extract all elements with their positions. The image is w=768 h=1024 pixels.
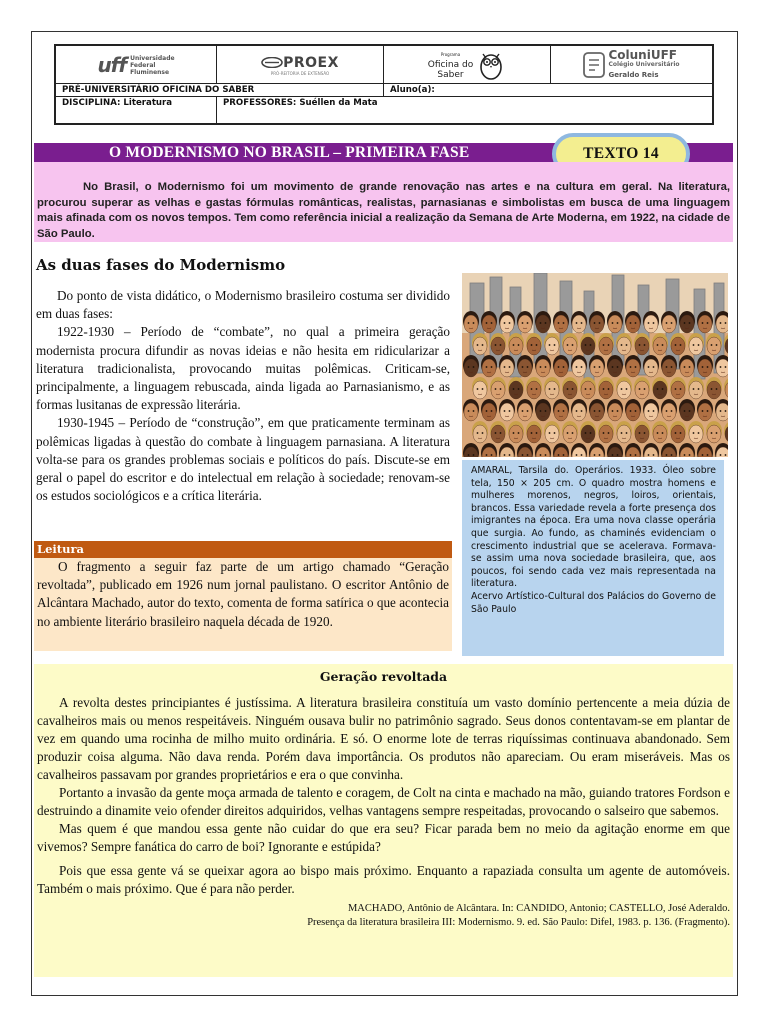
article-title: Geração revoltada [319, 669, 448, 684]
leitura-text: O fragmento a seguir faz parte de um artigo chamado “Geração revoltada”, publicado em 1926 num jornal paulistano. O escritor Antônio de Alcântara Machado, autor do texto, comenta de forma satírica o que acontecia no ambiente literário brasileiro naquela década de 1920. [37, 559, 449, 629]
uff-name [130, 55, 174, 76]
body-text [36, 287, 450, 505]
oficina-wordmark [428, 50, 474, 80]
oficina-line1: Oficina do [427, 60, 474, 70]
info-row-2 [56, 97, 712, 123]
uff-name-line3: Fluminense [130, 68, 170, 76]
coluni-main: ColuniUFF [608, 48, 677, 62]
proex-logo-cell [217, 46, 384, 84]
proex-wordmark: PROEX [283, 54, 339, 71]
coluni-sub2: Geraldo Reis [608, 71, 659, 79]
uff-name-line2: Federal [130, 61, 156, 69]
article-paragraph: A revolta destes principiantes é justíssima. A literatura brasileira constituía um vasto domínio pertencente a meia dúzia de cavalheiros mais ou menos respeitáveis. Ninguém ousava bulir no patrimônio sagrado. Seus donos contentavam-se em plantar de vez em quando uma rocinha de milho muito ordinária. E só. O enorme lote de terras riquíssimas continuava abandonado. Sem produzir coisa alguma. Não dava renda. Porém dava importância. Os produtos não apareciam. Ou eram miseráveis. Mas os cavalheiros passavam por grandes proprietários e era o que convinha. [37, 695, 730, 782]
reference-line1: MACHADO, Antônio de Alcântara. In: CANDIDO, Antonio; CASTELLO, José Aderaldo. [347, 903, 730, 914]
painting-image [462, 273, 728, 457]
body-paragraph: 1930-1945 – Período de “construção”, em que praticamente terminam as polêmicas ligadas à questão do combate à linguagem parnasiana. A literatura volta-se para os grandes problemas sociais e políticos do país. Discute-se em geral o papel do escritor e do intelectual em relação à sociedade; renovam-se os estudos sociológicos e a crítica literária. [36, 415, 450, 504]
coluni-emblem-icon [583, 52, 605, 78]
header-table [54, 44, 714, 125]
logos-row [56, 46, 712, 84]
coluni-logo-cell [551, 46, 712, 84]
intro-box [34, 162, 733, 242]
page-title: O MODERNISMO NO BRASIL – PRIMEIRA FASE [34, 143, 733, 162]
owl-icon [476, 49, 506, 81]
professores-label: PROFESSORES: Suéllen da Mata [223, 98, 378, 108]
aluno-field[interactable]: Aluno(a): [390, 85, 435, 95]
info-row-1 [56, 84, 712, 97]
article-paragraph: Mas quem é que mandou essa gente não cuidar do que era seu? Ficar parada bem no meio da agitação enorme em que vivemos? Sempre fanática do carro de boi? Ignorante e estúpida? [37, 821, 730, 854]
body-paragraph: Do ponto de vista didático, o Modernismo brasileiro costuma ser dividido em duas fases: [36, 288, 450, 322]
reference-line2: Presença da literatura brasileira III: Modernismo. 9. ed. São Paulo: Difel, 1983. p. 136. (Fragmento). [307, 917, 730, 928]
disciplina-label: DISCIPLINA: Literatura [56, 97, 217, 123]
proex-logo [261, 55, 339, 76]
uff-mark: uff [97, 53, 127, 77]
article-box [34, 664, 733, 977]
body-paragraph: 1922-1930 – Período de “combate”, no qual a primeira geração modernista procura difundir as novas ideias e não hesita em ridicularizar a literatura tradicionalista, provocando muitas polêmicas. Criticam-se, principalmente, a linguagem rebuscada, ainda ligada ao Parnasianismo, e as formas lusitanas de expressão literária. [36, 324, 450, 413]
oficina-logo-cell [384, 46, 551, 84]
uff-logo [97, 53, 174, 77]
oficina-line2: Saber [437, 70, 464, 80]
article-paragraph: Pois que essa gente vá se queixar agora ao bispo mais próximo. Enquanto a rapaziada consulta um agente de automóveis. Também o mais próximo. Que é para não perder. [37, 863, 730, 896]
painting-caption [462, 460, 724, 656]
caption-collection: Acervo Artístico-Cultural dos Palácios do Governo de São Paulo [471, 590, 716, 615]
uff-logo-cell [56, 46, 217, 84]
oficina-small: Programa [440, 52, 461, 57]
texto-badge: TEXTO 14 [552, 133, 690, 175]
operarios-painting [462, 273, 728, 457]
proex-mark [261, 55, 339, 71]
article-reference [37, 902, 730, 930]
leitura-box [34, 558, 452, 651]
coluni-wordmark [608, 50, 679, 80]
article-paragraph: Portanto a invasão da gente moça armada de talento e coragem, de Colt na cinta e machado na mão, guiando tratores Fordson e destruindo a dinamite veio ofender direitos adquiridos, velhas vantagens sempre respeitadas, provocando o salseiro que sabemos. [37, 785, 730, 818]
proex-emblem-icon [261, 57, 283, 68]
intro-text: No Brasil, o Modernismo foi um movimento de grande renovação nas artes e na cultura em geral. Na literatura, procurou superar as velhas e gastas fórmulas românticas, realistas, parnasianas e simbolistas em busca de uma linguagem mais afinada com os novos tempos. Tem como referência inicial a realização da Semana de Arte Moderna, em 1922, na cidade de São Paulo. [37, 181, 730, 240]
caption-text: AMARAL, Tarsila do. Operários. 1933. Óleo sobre tela, 150 × 205 cm. O quadro mostra homens e mulheres morenos, negros, loiros, orientais, brancos. Essa variedade revela a forte presença dos imigrantes na época. Era uma nova classe operária que surgia. Ao fundo, as chaminés evidenciam o crescimento industrial que se acelerava. Formava-se assim uma nova sociedade brasileira, que, aos poucos, foi sendo cada vez mais representada na literatura. [471, 465, 716, 590]
oficina-logo [428, 49, 507, 81]
proex-subtitle: PRÓ-REITORIA DE EXTENSÃO [270, 70, 330, 76]
uff-name-line1: Universidade [130, 54, 175, 62]
coluni-logo [583, 50, 679, 80]
coluni-sub: Colégio Universitário [608, 61, 680, 68]
section-heading: As duas fases do Modernismo [36, 256, 286, 274]
leitura-label: Leitura [34, 541, 452, 558]
program-name: PRÉ-UNIVERSITÁRIO OFICINA DO SABER [56, 84, 384, 97]
